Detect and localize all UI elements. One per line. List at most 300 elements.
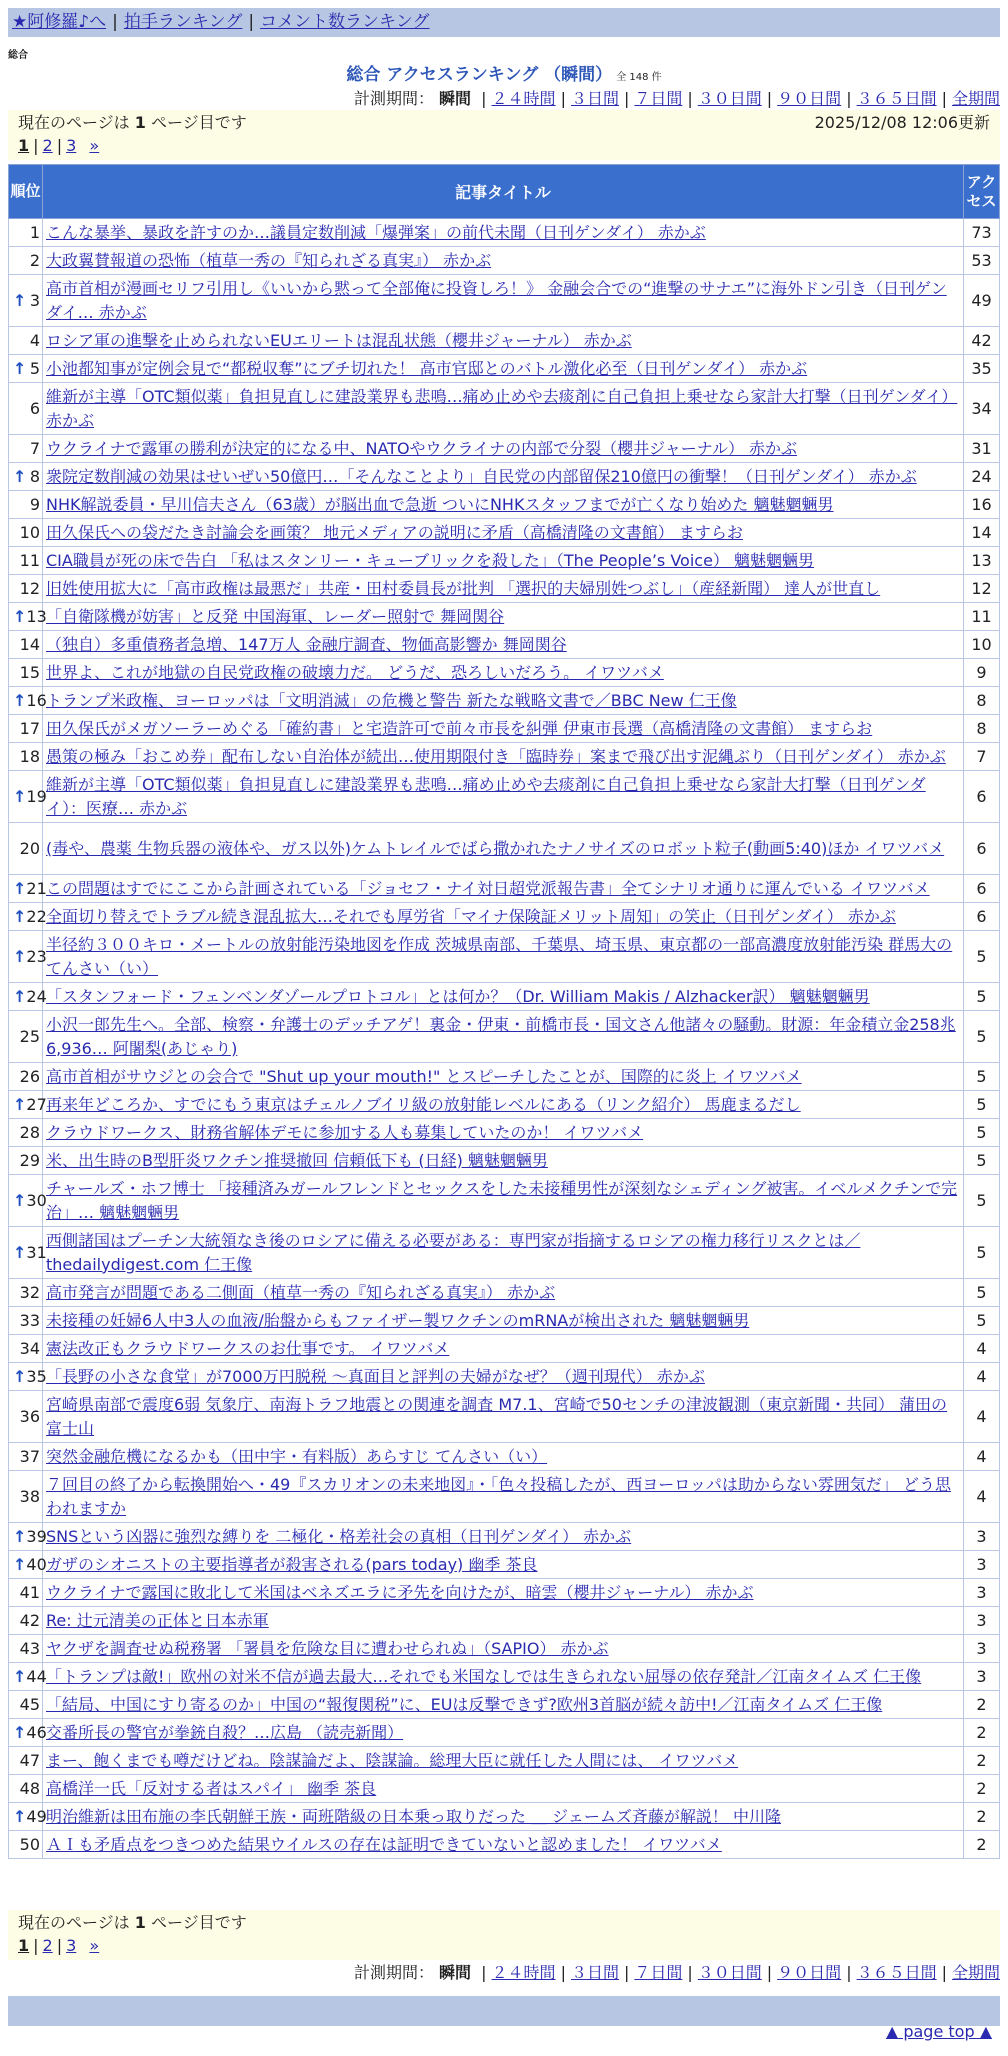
article-link[interactable]: (毒や、農薬 生物兵器の液体や、ガス以外)ケムトレイルでばら撒かれたナノサイズのロボット粒子(動画5:40)ほか イワツバメ: [46, 838, 945, 858]
period-link[interactable]: ９０日間: [777, 89, 842, 108]
rank-number: 18: [19, 746, 40, 766]
article-link[interactable]: NHK解説委員・早川信夫さん（63歳）が脳出血で急逝 ついにNHKスタッフまでが亡くなり始めた 魑魅魍魎男: [46, 494, 834, 514]
comment-ranking-link[interactable]: コメント数ランキング: [260, 12, 430, 32]
rank-number: 42: [19, 1610, 40, 1630]
rank-number: 9: [29, 494, 40, 514]
rank-number: 37: [19, 1446, 40, 1466]
period-separator: |: [481, 89, 487, 108]
title-cell: [43, 463, 964, 491]
period-separator: |: [687, 89, 693, 108]
rank-number: 45: [19, 1694, 40, 1714]
rank-cell: [9, 355, 43, 383]
rank-cell: [9, 1175, 47, 1227]
page-links: [18, 134, 990, 158]
article-link[interactable]: 「自衛隊機が妨害」と反発 中国海軍、レーダー照射で 舞岡関谷: [46, 606, 505, 626]
title-cell: [43, 1719, 964, 1747]
nav-separator: |: [112, 12, 118, 32]
title-cell: [43, 1443, 964, 1471]
rank-number: 23: [26, 946, 47, 966]
title-cell: [43, 1635, 964, 1663]
access-count: 13: [964, 547, 1000, 575]
rank-cell: [9, 327, 43, 355]
article-link[interactable]: 交番所長の警官が拳銃自殺？…広島 （読売新聞）: [46, 1722, 404, 1742]
table-row: [9, 771, 1000, 823]
article-link[interactable]: 「長野の小さな食堂」が7000万円脱税 ～真面目と評判の夫婦がなぜ？（週刊現代） 赤かぶ: [46, 1366, 705, 1386]
page-current: 1: [18, 1936, 30, 1955]
period-separator: |: [846, 89, 852, 108]
table-row: [9, 519, 1000, 547]
rank-number: 3: [29, 290, 40, 310]
title-cell: [43, 1147, 964, 1175]
table-row: [9, 603, 1000, 631]
page-link[interactable]: 2: [42, 1936, 53, 1955]
rank-cell: [9, 247, 43, 275]
article-link[interactable]: 再来年どころか、すでにもう東京はチェルノブイリ級の放射能レベルにある（リンク紹介） 馬鹿まるだし: [46, 1094, 801, 1114]
title-cell: [43, 383, 964, 435]
title-cell: [43, 1747, 964, 1775]
rank-number: 38: [19, 1486, 40, 1506]
applause-ranking-link[interactable]: 拍手ランキング: [123, 12, 243, 32]
article-link[interactable]: 西側諸国はプーチン大統領なき後のロシアに備える必要がある：専門家が指摘するロシアの権力移行リスクとは／ thedailydigest.com 仁王像: [46, 1230, 861, 1274]
article-link[interactable]: 憲法改正もクラウドワークスのお仕事です。 イワツバメ: [46, 1338, 450, 1358]
article-link[interactable]: ウクライナで露軍の勝利が決定的になる中、NATOやウクライナの内部で分裂（櫻井ジャーナル） 赤かぶ: [46, 438, 798, 458]
rank-cell: [9, 1147, 43, 1175]
title-cell: [43, 1471, 964, 1523]
title-cell: [43, 1803, 964, 1831]
up-arrow-icon: ↑: [13, 946, 27, 966]
title-cell: [43, 603, 964, 631]
article-link[interactable]: CIA職員が死の床で告白 「私はスタンリー・キューブリックを殺した」（The People’s Voice） 魑魅魍魎男: [46, 550, 815, 570]
table-row: [9, 1635, 1000, 1663]
access-count: 3: [964, 1663, 1000, 1691]
pager-bottom: [8, 1910, 1000, 1960]
table-row: [9, 1579, 1000, 1607]
rank-cell: [9, 1691, 43, 1719]
up-arrow-icon: ↑: [13, 1526, 27, 1546]
title-cell: [43, 659, 964, 687]
title-cell: [43, 715, 964, 743]
up-arrow-icon: ↑: [13, 878, 27, 898]
rank-cell: [9, 1471, 43, 1523]
rank-number: 20: [19, 838, 40, 858]
access-count: 11: [964, 603, 1000, 631]
rank-number: 10: [19, 522, 40, 542]
access-count: 3: [964, 1607, 1000, 1635]
table-row: [9, 327, 1000, 355]
table-row: [9, 1471, 1000, 1523]
rank-number: 29: [19, 1150, 40, 1170]
page-links: [18, 1934, 990, 1958]
title-cell: [43, 875, 964, 903]
rank-cell: [9, 575, 43, 603]
article-link[interactable]: こんな暴挙、暴政を許すのか…議員定数削減「爆弾案」の前代未聞（日刊ゲンダイ） 赤かぶ: [46, 222, 706, 242]
title-cell: [43, 547, 964, 575]
title-cell: [43, 327, 964, 355]
rank-number: 33: [19, 1310, 40, 1330]
table-row: [9, 823, 1000, 875]
title-cell: [43, 1831, 964, 1859]
article-link[interactable]: 高市首相が漫画セリフ引用し《いいから黙って全部俺に投資しろ！》 金融会合での“進撃のサナエ”に海外ドン引き（日刊ゲンダイ… 赤かぶ: [46, 278, 947, 322]
title-cell: [43, 519, 964, 547]
title-cell: [43, 575, 964, 603]
period-link[interactable]: ３０日間: [697, 89, 762, 108]
article-link[interactable]: 高市首相がサウジとの会合で "Shut up your mouth!" とスピーチしたことが、国際的に炎上 イワツバメ: [46, 1066, 802, 1086]
access-count: 24: [964, 463, 1000, 491]
access-count: 5: [964, 1147, 1000, 1175]
rank-number: 41: [19, 1582, 40, 1602]
table-row: [9, 1147, 1000, 1175]
table-row: [9, 659, 1000, 687]
rank-cell: [9, 1719, 47, 1747]
title-cell: [43, 1607, 964, 1635]
rank-number: 15: [19, 662, 40, 682]
page-title: [0, 60, 1008, 85]
page-status: 現在のページは 1 ページ目です: [18, 1913, 247, 1932]
rank-cell: [9, 1119, 43, 1147]
article-link[interactable]: 維新が主導「OTC類似薬」負担見直しに建設業界も悲鳴…痛め止めや去痰剤に自己負担上乗せなら家計大打撃（日刊ゲンダイ） 赤かぶ: [46, 386, 958, 430]
pager-top: [8, 110, 1000, 160]
title-cell: [43, 355, 964, 383]
rank-cell: [9, 931, 47, 983]
title-cell: [43, 771, 964, 823]
access-count: 6: [964, 771, 1000, 823]
table-row: [9, 1747, 1000, 1775]
rank-cell: [9, 771, 47, 823]
rank-cell: [9, 219, 43, 247]
article-link[interactable]: SNSという凶器に強烈な縛りを 二極化・格差社会の真相（日刊ゲンダイ） 赤かぶ: [46, 1526, 632, 1546]
rank-cell: [9, 1803, 47, 1831]
table-row: [9, 903, 1000, 931]
table-row: [9, 219, 1000, 247]
title-cell: [43, 931, 964, 983]
table-row: [9, 1607, 1000, 1635]
access-count: 8: [964, 687, 1000, 715]
rank-cell: [9, 875, 47, 903]
article-link[interactable]: ウクライナで露国に敗北して米国はベネズエラに矛先を向けたが、暗雲（櫻井ジャーナル） 赤かぶ: [46, 1582, 754, 1602]
table-row: [9, 687, 1000, 715]
period-separator: |: [941, 89, 947, 108]
article-link[interactable]: ロシア軍の進撃を止められないEUエリートは混乱状態（櫻井ジャーナル） 赤かぶ: [46, 330, 632, 350]
article-link[interactable]: 大政翼賛報道の恐怖（植草一秀の『知られざる真実』） 赤かぶ: [46, 250, 492, 270]
title-cell: [43, 1175, 964, 1227]
article-link[interactable]: 全面切り替えでトラブル続き混乱拡大…それでも厚労省「マイナ保険証メリット周知」の笑止（日刊ゲンダイ） 赤かぶ: [46, 906, 896, 926]
home-link[interactable]: ★阿修羅♪へ: [12, 12, 107, 32]
article-link[interactable]: トランプ米政権、ヨーロッパは「文明消滅」の危機と警告 新たな戦略文書で／BBC New 仁王像: [46, 690, 737, 710]
article-link[interactable]: ＡＩも矛盾点をつきつめた結果ウイルスの存在は証明できていないと認めました！ イワツバメ: [46, 1834, 722, 1854]
rank-number: 39: [26, 1526, 47, 1546]
article-link[interactable]: ７回目の終了から転換開始へ・49『スカリオンの未来地図』・「色々投稿したが、西ヨーロッパは助からない雰囲気だ」 どう思われますか: [46, 1474, 951, 1518]
rank-cell: [9, 1579, 43, 1607]
article-link[interactable]: ヤクザを調査せぬ税務署 「署員を危険な目に遭わせられぬ」（SAPIO） 赤かぶ: [46, 1638, 609, 1658]
table-row: [9, 715, 1000, 743]
article-link[interactable]: チャールズ・ホフ博士 「接種済みガールフレンドとセックスをした未接種男性が深刻なシェディング被害。イベルメクチンで完治」… 魑魅魍魎男: [46, 1178, 958, 1222]
access-count: 5: [964, 1227, 1000, 1279]
rank-cell: [9, 823, 43, 875]
access-count: 34: [964, 383, 1000, 435]
rank-number: 48: [19, 1778, 40, 1798]
article-link[interactable]: 「スタンフォード・フェンベンダゾールプロトコル」とは何か？（Dr. William Makis / Alzhacker訳） 魑魅魍魎男: [46, 986, 870, 1006]
title-cell: [43, 1391, 964, 1443]
access-count: 53: [964, 247, 1000, 275]
access-count: 5: [964, 1175, 1000, 1227]
article-link[interactable]: まー、飽くまでも噂だけどね。陰謀論だよ、陰謀論。総理大臣に就任した人間には、 イワツバメ: [46, 1750, 739, 1770]
article-link[interactable]: 未接種の妊婦6人中3人の血液/胎盤からもファイザー製ワクチンのmRNAが検出された 魑魅魍魎男: [46, 1310, 750, 1330]
bottom-bar: [8, 1996, 1000, 2026]
table-row: [9, 931, 1000, 983]
title-cell: [43, 1227, 964, 1279]
article-link[interactable]: 世界よ、これが地獄の自民党政権の破壊力だ。 どうだ、恐ろしいだろう。 イワツバメ: [46, 662, 664, 682]
updated-timestamp: 2025/12/08 12:06更新: [814, 113, 990, 132]
rank-cell: [9, 1443, 43, 1471]
period-link[interactable]: 全期間: [951, 89, 1000, 108]
period-separator: |: [560, 89, 566, 108]
access-count: 12: [964, 575, 1000, 603]
access-count: 6: [964, 903, 1000, 931]
period-link[interactable]: ３６５日間: [856, 1963, 937, 1982]
rank-number: 14: [19, 634, 40, 654]
table-row: [9, 1391, 1000, 1443]
rank-cell: [9, 1335, 43, 1363]
period-selector-top: [354, 86, 1000, 109]
title-cell: [43, 1775, 964, 1803]
access-count: 16: [964, 491, 1000, 519]
rank-number: 25: [19, 1026, 40, 1046]
article-link[interactable]: 田久保氏への袋だたき討論会を画策？ 地元メディアの説明に矛盾（高橋清隆の文書館） ますらお: [46, 522, 743, 542]
access-count: 42: [964, 327, 1000, 355]
access-count: 5: [964, 931, 1000, 983]
article-link[interactable]: 「トランプは敵!」欧州の対米不信が過去最大…それでも米国なしでは生きられない屈辱の依存発計／江南タイムズ 仁王像: [46, 1666, 922, 1686]
article-link[interactable]: 愚策の極み「おこめ券」配布しない自治体が続出…使用期限付き「臨時券」案まで飛び出す泥縄ぶり（日刊ゲンダイ） 赤かぶ: [46, 746, 946, 766]
access-count: 3: [964, 1579, 1000, 1607]
article-link[interactable]: 宮崎県南部で震度6弱 気象庁、南海トラフ地震との関連を調査 M7.1、宮崎で50センチの津波観測（東京新聞・共同） 蒲田の富士山: [46, 1394, 948, 1438]
article-link[interactable]: 半径約３００キロ・メートルの放射能汚染地図を作成 茨城県南部、千葉県、埼玉県、東京都の一部高濃度放射能汚染 群馬大の てんさい（い）: [46, 934, 953, 978]
table-row: [9, 1227, 1000, 1279]
article-link[interactable]: Re: 辻元清美の正体と日本赤軍: [46, 1610, 269, 1630]
period-separator: |: [687, 1963, 693, 1982]
title-cell: [43, 1307, 964, 1335]
access-count: 3: [964, 1523, 1000, 1551]
rank-cell: [9, 1551, 47, 1579]
title-cell: [43, 1119, 964, 1147]
ranking-title: 総合 アクセスランキング （瞬間）: [346, 65, 613, 85]
rank-number: 21: [26, 878, 47, 898]
table-row: [9, 1663, 1000, 1691]
access-count: 4: [964, 1391, 1000, 1443]
article-link[interactable]: （独自）多重債務者急増、147万人 金融庁調査、物価高影響か 舞岡関谷: [46, 634, 567, 654]
up-arrow-icon: ↑: [13, 1242, 27, 1262]
period-separator: |: [846, 1963, 852, 1982]
article-link[interactable]: 維新が主導「OTC類似薬」負担見直しに建設業界も悲鳴…痛め止めや去痰剤に自己負担上乗せなら家計大打撃（日刊ゲンダイ）：医療… 赤かぶ: [46, 774, 926, 818]
period-label: 計測期間：: [353, 1963, 434, 1982]
period-link[interactable]: ９０日間: [777, 1963, 842, 1982]
rank-number: 27: [26, 1094, 47, 1114]
rank-cell: [9, 903, 47, 931]
rank-number: 11: [19, 550, 40, 570]
rank-number: 13: [26, 606, 47, 626]
up-arrow-icon: ↑: [13, 1554, 27, 1574]
table-row: [9, 355, 1000, 383]
rank-number: 7: [29, 438, 40, 458]
period-separator: |: [623, 1963, 630, 1982]
period-link[interactable]: ２４時間: [491, 1963, 556, 1982]
rank-cell: [9, 743, 43, 771]
access-count: 5: [964, 1307, 1000, 1335]
period-link[interactable]: ３０日間: [697, 1963, 762, 1982]
access-count: 9: [964, 659, 1000, 687]
article-link[interactable]: 旧姓使用拡大に「高市政権は最悪だ」共産・田村委員長が批判 「選択的夫婦別姓つぶし」（産経新聞） 達人が世直し: [46, 578, 881, 598]
rank-cell: [9, 1307, 43, 1335]
access-count: 5: [964, 1011, 1000, 1063]
period-label: 計測期間：: [353, 89, 434, 108]
period-link[interactable]: ３日間: [570, 89, 619, 108]
rank-cell: [9, 1363, 47, 1391]
article-link[interactable]: 田久保氏がメガソーラーめぐる「確約書」と宅造許可で前々市長を糾弾 伊東市長選（高橋清隆の文書館） ますらお: [46, 718, 873, 738]
next-page-link[interactable]: »: [89, 136, 100, 155]
title-header: 記事タイトル: [43, 165, 964, 219]
title-cell: [43, 743, 964, 771]
title-cell: [43, 435, 964, 463]
table-row: [9, 1279, 1000, 1307]
article-link[interactable]: 米、出生時のB型肝炎ワクチン推奨撤回 信頼低下も (日経) 魑魅魍魎男: [46, 1150, 548, 1170]
period-link[interactable]: ７日間: [634, 89, 683, 108]
period-link[interactable]: ２４時間: [491, 89, 556, 108]
rank-cell: [9, 1279, 43, 1307]
rank-cell: [9, 1227, 47, 1279]
rank-cell: [9, 383, 43, 435]
up-arrow-icon: ↑: [13, 906, 27, 926]
access-count: 3: [964, 1635, 1000, 1663]
table-row: [9, 383, 1000, 435]
title-cell: [43, 1363, 964, 1391]
period-separator: |: [560, 1963, 566, 1982]
table-row: [9, 1775, 1000, 1803]
period-current: 瞬間: [439, 1963, 472, 1982]
access-header: アクセス: [964, 165, 1000, 219]
rank-cell: [9, 435, 43, 463]
ranking-rows: [9, 219, 1000, 1859]
access-count: 35: [964, 355, 1000, 383]
rank-cell: [9, 1391, 43, 1443]
page-separator: |: [56, 136, 63, 155]
rank-number: 50: [19, 1834, 40, 1854]
title-cell: [43, 983, 964, 1011]
title-cell: [43, 823, 964, 875]
access-count: 73: [964, 219, 1000, 247]
rank-cell: [9, 1831, 43, 1859]
period-separator: |: [766, 1963, 773, 1982]
title-cell: [43, 247, 964, 275]
access-count: 4: [964, 1335, 1000, 1363]
article-link[interactable]: クラウドワークス、財務省解体デモに参加する人も募集していたのか！ イワツバメ: [46, 1122, 644, 1142]
access-count: 4: [964, 1363, 1000, 1391]
rank-number: 40: [26, 1554, 47, 1574]
period-link[interactable]: ３日間: [570, 1963, 619, 1982]
rank-cell: [9, 715, 43, 743]
title-cell: [43, 275, 964, 327]
article-link[interactable]: 衆院定数削減の効果はせいぜい50億円…「そんなことより」自民党の内部留保210億円の衝撃！（日刊ゲンダイ） 赤かぶ: [46, 466, 917, 486]
rank-number: 44: [26, 1666, 47, 1686]
article-link[interactable]: 高市発言が問題である二側面（植草一秀の『知られざる真実』） 赤かぶ: [46, 1282, 556, 1302]
rank-cell: [9, 631, 43, 659]
up-arrow-icon: ↑: [13, 358, 27, 378]
rank-cell: [9, 1523, 47, 1551]
access-count: 2: [964, 1775, 1000, 1803]
access-count: 2: [964, 1831, 1000, 1859]
table-row: [9, 491, 1000, 519]
title-cell: [43, 631, 964, 659]
page-status: 現在のページは 1 ページ目です: [18, 113, 247, 132]
article-link[interactable]: この問題はすでにここから計画されている「ジョセフ・ナイ対日超党派報告書」全てシナリオ通りに運んでいる イワツバメ: [46, 878, 930, 898]
period-separator: |: [623, 89, 630, 108]
table-row: [9, 743, 1000, 771]
title-cell: [43, 903, 964, 931]
access-count: 7: [964, 743, 1000, 771]
category-label: 総合: [8, 50, 28, 61]
article-link[interactable]: 「結局、中国にすり寄るのか」中国の“報復関税”に、EUは反撃できず?欧州3首脳が続々訪中!／江南タイムズ 仁王像: [46, 1694, 883, 1714]
rank-cell: [9, 519, 43, 547]
period-link[interactable]: 全期間: [951, 1963, 1000, 1982]
access-count: 2: [964, 1803, 1000, 1831]
title-cell: [43, 1663, 964, 1691]
rank-number: 30: [26, 1190, 47, 1210]
page-link[interactable]: 2: [42, 136, 53, 155]
next-page-link[interactable]: »: [89, 1936, 100, 1955]
table-row: [9, 1443, 1000, 1471]
rank-number: 8: [29, 466, 40, 486]
period-link[interactable]: ７日間: [634, 1963, 683, 1982]
access-count: 2: [964, 1691, 1000, 1719]
rank-cell: [9, 1747, 43, 1775]
rank-cell: [9, 1635, 43, 1663]
table-row: [9, 1803, 1000, 1831]
article-link[interactable]: 小沢一郎先生へ。全部、検察・弁護士のデッチアゲ！裏金・伊東・前橋市長・国文さん他諸々の騒動。財源：年金積立金258兆6,936… 阿闍梨(あじゃり): [46, 1014, 956, 1058]
article-link[interactable]: 小池都知事が定例会見で“都税収奪”にブチ切れた！ 高市官邸とのバトル激化必至（日刊ゲンダイ） 赤かぶ: [46, 358, 808, 378]
rank-cell: [9, 1607, 43, 1635]
access-count: 2: [964, 1747, 1000, 1775]
rank-number: 1: [29, 222, 40, 242]
access-count: 5: [964, 1091, 1000, 1119]
table-row: [9, 1551, 1000, 1579]
title-cell: [43, 1335, 964, 1363]
table-row: [9, 547, 1000, 575]
page-link[interactable]: 3: [66, 1936, 77, 1955]
period-current: 瞬間: [439, 89, 472, 108]
page-link[interactable]: 3: [66, 136, 77, 155]
access-count: 5: [964, 1279, 1000, 1307]
article-link[interactable]: 突然金融危機になるかも（田中宇・有料版）あらすじ てんさい（い）: [46, 1446, 548, 1466]
rank-number: 32: [19, 1282, 40, 1302]
table-row: [9, 1523, 1000, 1551]
rank-number: 47: [19, 1750, 40, 1770]
title-cell: [43, 1063, 964, 1091]
up-arrow-icon: ↑: [13, 786, 27, 806]
access-count: 31: [964, 435, 1000, 463]
up-arrow-icon: ↑: [13, 986, 27, 1006]
rank-number: 43: [19, 1638, 40, 1658]
title-cell: [43, 1551, 964, 1579]
table-row: [9, 1175, 1000, 1227]
period-link[interactable]: ３６５日間: [856, 89, 937, 108]
up-arrow-icon: ↑: [13, 466, 27, 486]
article-link[interactable]: 明治維新は田布施の李氏朝鮮王族・両班階級の日本乗っ取りだった ＿ ジェームズ斉藤が解説！ 中川隆: [46, 1806, 781, 1826]
article-link[interactable]: 高橋洋一氏「反対する者はスパイ」 幽季 茶良: [46, 1778, 377, 1798]
page-separator: |: [33, 136, 39, 155]
rank-number: 4: [29, 330, 40, 350]
rank-cell: [9, 1663, 47, 1691]
page-top-link[interactable]: ▲ page top ▲: [885, 2022, 992, 2041]
article-link[interactable]: ガザのシオニストの主要指導者が殺害される(pars today) 幽季 茶良: [46, 1554, 538, 1574]
up-arrow-icon: ↑: [13, 1094, 27, 1114]
